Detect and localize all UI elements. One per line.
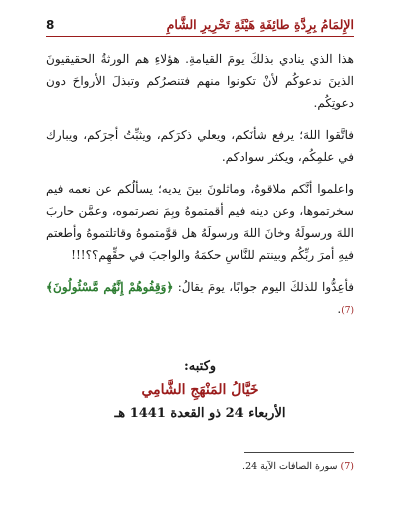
signature-block xyxy=(46,356,354,426)
signature-label: وكتبه: xyxy=(183,359,217,374)
paragraph-2: فاتَّقوا اللهَ؛ يرفع شأنَكم، ويعلي ذكرَكم، ويثبِّتُ أجرَكم، ويبارك في علمِكُم، ويكثر سوادكم. xyxy=(46,128,354,164)
footnote-text: سورة الصافات الآية 24. xyxy=(242,461,341,472)
book-title: الإِلمَامُ بِرِدَّةِ طائِفَةِ هَيْئَةِ تَحْرِيرِ الشَّامِ xyxy=(166,17,354,32)
footnote-ref[interactable]: (7) xyxy=(341,306,354,316)
body-text xyxy=(46,48,354,322)
page-number: 8 xyxy=(46,18,55,32)
paragraph-4-end: . xyxy=(337,302,342,316)
footnote xyxy=(46,460,354,474)
paragraph-3: واعلموا أنَّكم ملاقوهُ، وماثلونَ بينَ يديه؛ يسألُكم عن نعمه فيم سخرتموها، وعن دينه فيم أقمتموهُ وبِمَ نصرتموه، وعمَّن حاربَ اللهَ ورسولَهُ وخانَ اللهَ ورسولَهُ هل قوَّمتموهُ وقاتلتموهُ وأطعتم فيهِ أمرَ ربِّكُم وبينتم للنَّاسِ حكمَهُ والواجبَ في حقِّهِم؟؟!!! xyxy=(46,182,354,262)
footnote-number: (7) xyxy=(340,461,354,472)
paragraph-4-lead: فأعِدُّوا للذلكَ اليوم جوابًا، يومَ يقالُ: xyxy=(173,280,354,294)
paragraph-1: هذا الذي ينادي بذلكَ يومَ القيامةِ. هؤلاءِ هم الورثةُ الحقيقيونَ الذينَ ندعوكُم لأنْ تكونوا منهم فتنصرُكم وتبذلَ الأرواحَ دون دعوتِكُم. xyxy=(46,52,354,110)
author-name: خَيَّالُ المَنْهَجِ الشَّامِي xyxy=(141,382,259,398)
signature-date: الأربعاء 24 ذو القعدة 1441 هـ xyxy=(114,406,286,421)
quran-quote: ﴿وَقِفُوهُمْ إِنَّهُم مَّسْئُولُونَ﴾ xyxy=(46,280,174,294)
paragraph-4 xyxy=(46,276,354,322)
footnote-divider xyxy=(244,452,354,453)
page-header xyxy=(46,14,354,37)
